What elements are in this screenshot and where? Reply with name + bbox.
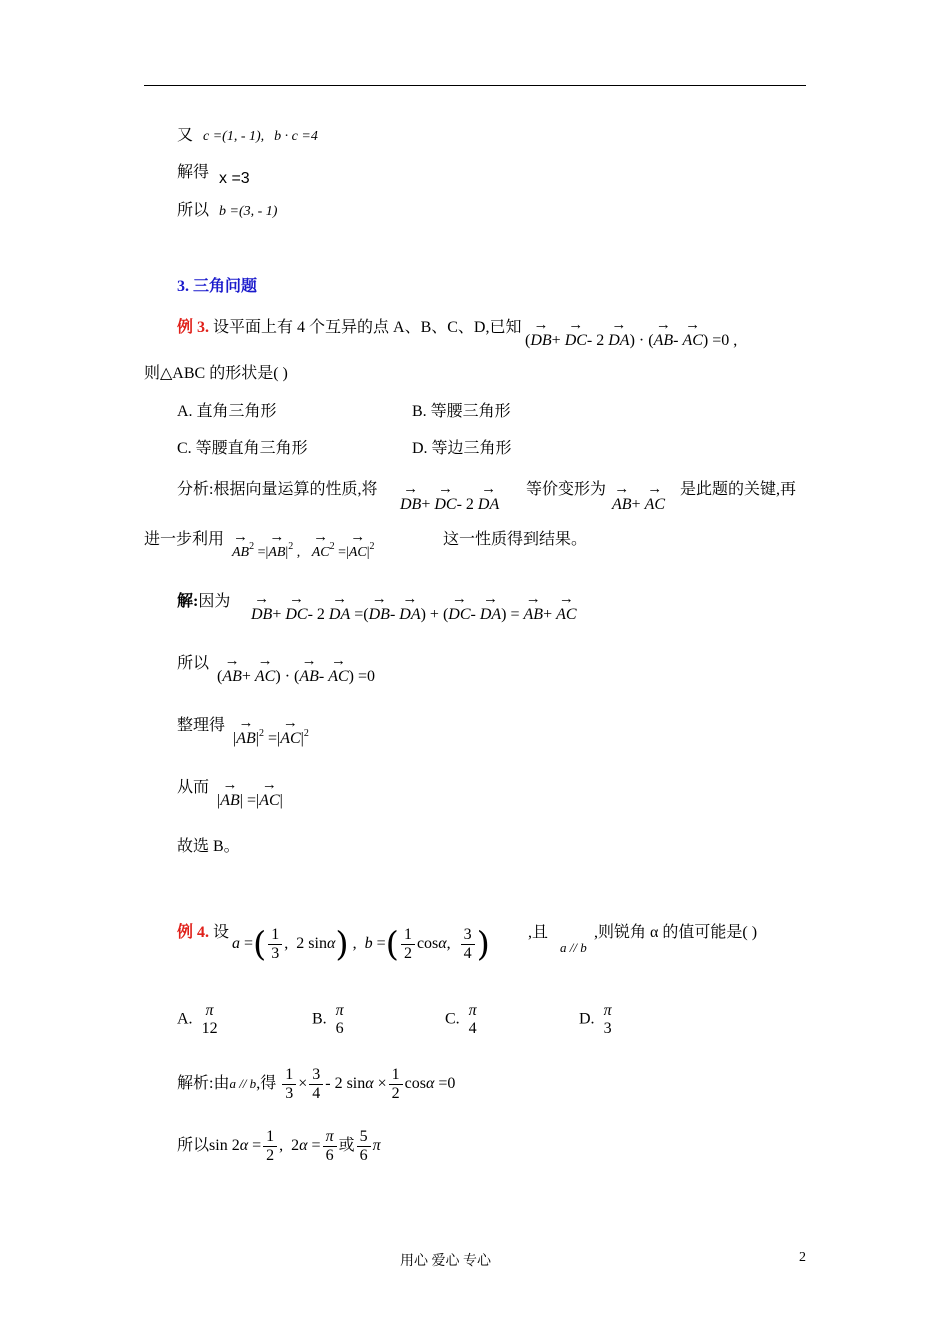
ex3-step1-formula: (→ AB+ → AC) · (→ AB- → AC) =0 — [217, 667, 375, 687]
ex3-analysis2-text-a: 进一步利用 — [144, 531, 225, 548]
header-rule — [144, 85, 806, 86]
ex3-step3-label: 从而 — [177, 779, 210, 796]
line-solve-x: 解得 x =3 — [177, 164, 250, 187]
ex4-analysis: 解析:由a // b,得 $\frac{1}{3}$ × $\frac{3}{4}$ - 2 sinα × $\frac{1}{2}$ cosα =0 — [177, 1065, 456, 1102]
ex3-step1-label: 所以 — [177, 655, 210, 672]
page-number: 2 — [799, 1250, 806, 1265]
section-heading: 3. 三角问题 — [177, 278, 258, 295]
ex4-result: 所以sin 2α = $\frac{1}{2}$ , 2α = $\frac{\pi}{6}$ 或 $\frac{5}{6}$ π — [177, 1127, 381, 1164]
ex4-option-d: D. π 3 — [579, 1002, 612, 1037]
ex4-option-b: B. π 6 — [312, 1002, 344, 1037]
ex4-statement: 例 4. 设 — [177, 924, 230, 941]
ex4-option-c: C. π 4 — [445, 1002, 477, 1037]
ex4-vector-defs: a =( $\frac{1}{3}$ , 2 sinα) , b =( $\frac{1}{2}$ cosα, $\frac{3}{4}$ ) — [232, 924, 490, 965]
ex4-option-a: A. π 12 — [177, 1002, 218, 1037]
ex3-step3-formula: |→ AB| =|→ AC| — [217, 791, 283, 811]
ex3-analysis2-text-b: 这一性质得到结果。 — [443, 531, 588, 548]
ex3-analysis-text-c: 是此题的关键,再 — [680, 481, 797, 498]
ex3-condition-formula: (→ DB+ → DC- 2 → DA) · (→ AB- → AC) =0 , — [525, 331, 737, 351]
ex3-step2-label: 整理得 — [177, 717, 226, 734]
ex3-analysis2-formula: → $AB^2$ =|→ $AB|^2$ , → $AC^2$ =|→ $AC|^2$ — [232, 543, 375, 563]
ex3-option-a: A. 直角三角形 — [177, 403, 277, 420]
ex3-question: 则△ABC 的形状是( ) — [144, 365, 288, 382]
ex3-step2-formula: |→ $AB|^2$ =|→ $AC|^2$ — [233, 729, 309, 749]
ex3-analysis-text-b: 等价变形为 — [526, 481, 607, 498]
ex3-analysis-formula-2: → AB+ → AC — [612, 495, 665, 515]
ex3-solution-label: 解:因为 — [177, 593, 231, 610]
line-b-result: 所以 b =(3, - 1) — [177, 202, 278, 219]
ex3-option-b: B. 等腰三角形 — [412, 403, 511, 420]
ex4-parallel: a // b — [560, 940, 587, 955]
ex3-analysis-text-a: 分析:根据向量运算的性质,将 — [177, 481, 378, 498]
ex4-text-c: ,则锐角 α 的值可能是( ) — [594, 924, 758, 941]
ex3-option-c: C. 等腰直角三角形 — [177, 440, 308, 457]
line-c-def: 又 c =(1, - 1), b · c =4 — [177, 127, 318, 144]
ex3-conclusion: 故选 B。 — [177, 838, 240, 855]
ex3-analysis-formula-1: → DB+ → DC- 2 → DA — [400, 495, 499, 515]
ex3-option-d: D. 等边三角形 — [412, 440, 512, 457]
ex3-solution-formula: → DB+ → DC- 2 → DA =(→ DB- → DA) + (→ DC- → DA) = → AB+ → AC — [251, 605, 577, 625]
footer-text: 用心 爱心 专心 — [400, 1254, 491, 1269]
ex3-statement: 例 3. 设平面上有 4 个互异的点 A、B、C、D,已知 — [177, 319, 522, 336]
ex4-text-b: ,且 — [528, 924, 549, 941]
